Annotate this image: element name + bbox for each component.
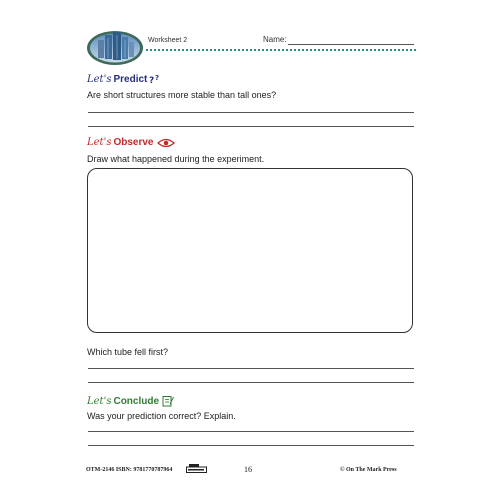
conclude-heading	[87, 395, 174, 407]
notepad-icon	[162, 395, 174, 407]
worksheet-title: Worksheet 2	[148, 37, 188, 44]
predict-question: Are short structures more stable than tall ones?	[87, 90, 277, 100]
name-input-line[interactable]	[288, 44, 414, 45]
eye-icon	[157, 138, 175, 148]
predict-lets: Let's	[87, 73, 112, 85]
svg-text:?: ?	[155, 74, 160, 82]
press-icon	[186, 463, 210, 473]
observe-instruction: Draw what happened during the experiment.	[87, 154, 265, 164]
conclude-question: Was your prediction correct? Explain.	[87, 411, 236, 421]
answer-line[interactable]	[88, 368, 414, 369]
observe-heading	[87, 137, 175, 148]
name-label: Name:	[263, 35, 287, 44]
observe-lets: Let's	[87, 137, 112, 148]
question-marks-icon	[149, 73, 163, 85]
answer-line[interactable]	[88, 126, 414, 127]
conclude-title: Conclude	[113, 395, 160, 407]
answer-line[interactable]	[88, 445, 414, 446]
predict-heading	[87, 73, 163, 85]
observe-title: Observe	[113, 137, 154, 148]
drawing-box[interactable]	[87, 168, 413, 333]
predict-title: Predict	[113, 73, 148, 85]
buildings-logo-icon	[86, 30, 144, 66]
answer-line[interactable]	[88, 112, 414, 113]
page-number: 16	[244, 465, 252, 474]
svg-text:?: ?	[149, 76, 155, 85]
conclude-lets: Let's	[87, 395, 112, 407]
answer-line[interactable]	[88, 382, 414, 383]
header-dotted-rule	[146, 49, 416, 51]
observe-question: Which tube fell first?	[87, 347, 169, 357]
answer-line[interactable]	[88, 431, 414, 432]
footer-isbn: OTM-2146 ISBN: 9781770787964	[86, 467, 173, 473]
footer-copyright: © On The Mark Press	[340, 467, 397, 473]
